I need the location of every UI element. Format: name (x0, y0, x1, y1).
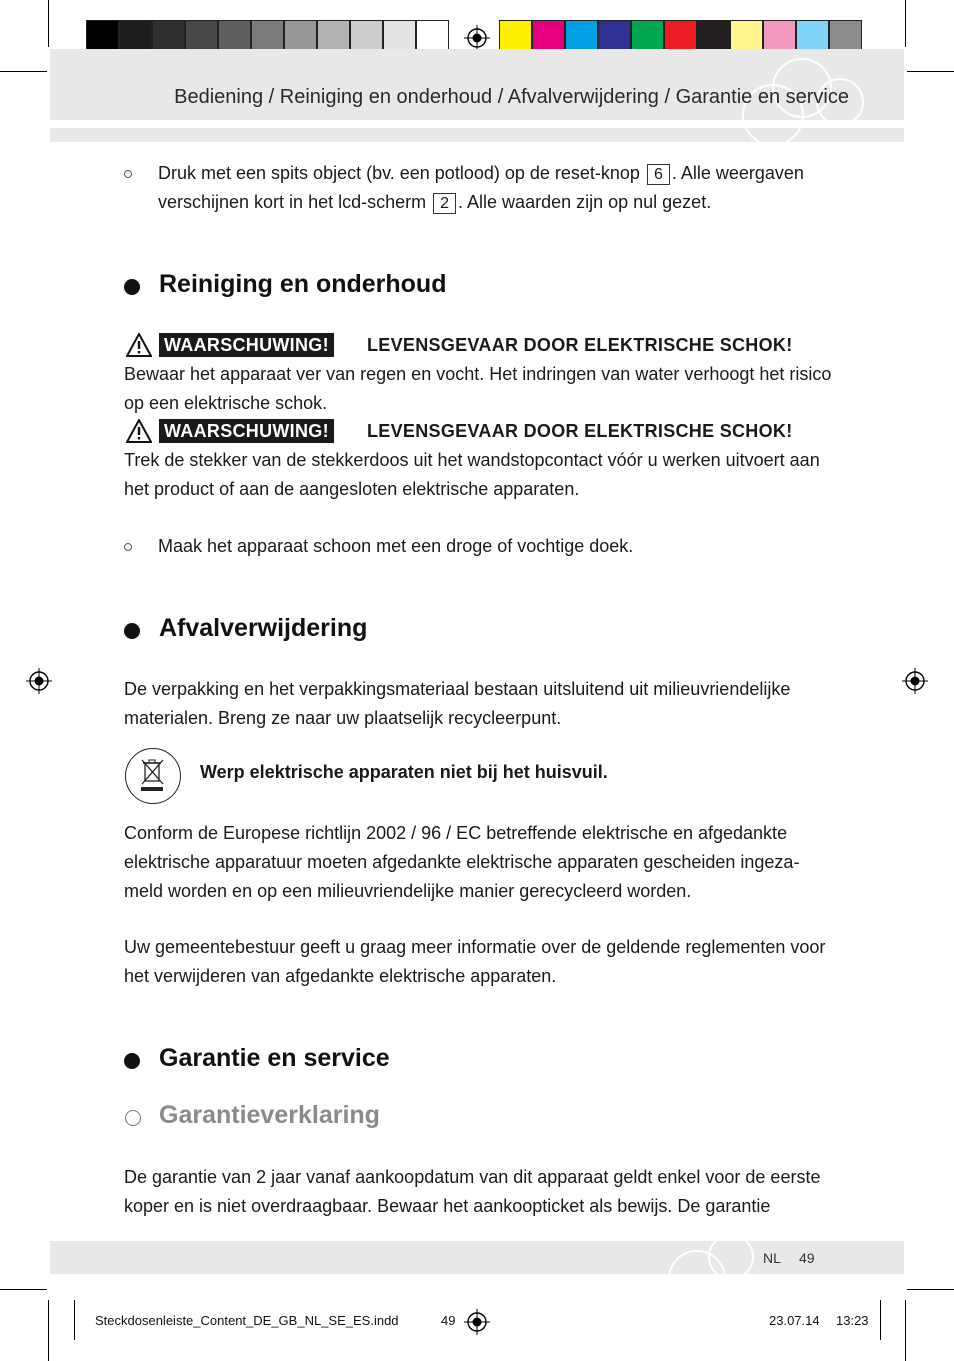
reset-text-after: . Alle waarden zijn op nul gezet. (458, 192, 712, 212)
warning-text: Bewaar het apparaat ver van regen en vocht. Het indringen van water verhoogt het risico op een elektrische schok. (124, 364, 832, 413)
heading-text: Afvalverwijdering (159, 614, 368, 642)
paragraph: Uw gemeentebestuur geeft u graag meer informatie over de geldende reglementen voor het verwijderen van afgedankte elektrische apparaten. (124, 937, 826, 986)
weee-note: Werp elektrische apparaten niet bij het huisvuil. (200, 762, 608, 782)
warning-label: WAARSCHUWING! (159, 333, 334, 357)
warning-label: WAARSCHUWING! (159, 419, 334, 443)
crop-mark (48, 0, 49, 47)
registration-mark-icon (902, 668, 928, 694)
crop-mark (905, 0, 906, 47)
reference-number-box: 6 (647, 164, 670, 185)
bullet-dot-icon (124, 1053, 140, 1069)
heading-text: Reiniging en onderhoud (159, 270, 447, 298)
warning-banner (124, 419, 844, 443)
slug-date: 23.07.14 (769, 1313, 820, 1328)
bullet-dot-icon (124, 279, 140, 295)
list-item (124, 532, 834, 561)
section-heading-cleaning (124, 270, 446, 299)
bullet-dot-icon (124, 623, 140, 639)
crossed-bin-icon (126, 749, 180, 803)
paragraph: De verpakking en het verpakkingsmateriaal bestaan uitsluitend uit milieuvriendelijke materialen. Breng ze naar uw plaatselijk recycleerpunt. (124, 679, 791, 728)
slug-filename: Steckdosenleiste_Content_DE_GB_NL_SE_ES.indd (95, 1313, 399, 1328)
warning-banner (124, 333, 844, 357)
page-number: 49 (799, 1250, 815, 1266)
subsection-heading-warranty-statement (124, 1101, 380, 1130)
warning-message: LEVENSGEVAAR DOOR ELEKTRISCHE SCHOK! (367, 335, 793, 355)
paragraph: Conform de Europese richtlijn 2002 / 96 / EC betreffende elektrische en afgedankte elektrische apparatuur moeten afgedankte elektrische apparaten gescheiden ingeza-meld worden en op een milieuvriendelijke manier gerecycleerd worden. (124, 823, 800, 901)
slug-page: 49 (441, 1313, 456, 1328)
section-heading-disposal (124, 614, 367, 643)
crop-mark (880, 1300, 881, 1340)
warning-triangle-icon (126, 333, 152, 357)
section-heading-warranty (124, 1044, 390, 1073)
crop-mark (74, 1300, 75, 1340)
registration-mark-icon (464, 1309, 490, 1335)
warning-text: Trek de stekker van de stekkerdoos uit het wandstopcontact vóór u werken uitvoert aan het product of aan de aangesloten elektrische apparaten. (124, 450, 820, 499)
list-item (124, 159, 834, 217)
crop-mark (907, 1289, 954, 1290)
warning-triangle-icon (126, 419, 152, 443)
slug-time: 13:23 (836, 1313, 869, 1328)
list-item-text: Maak het apparaat schoon met een droge of vochtige doek. (158, 536, 634, 556)
page-header-title: Bediening / Reiniging en onderhoud / Afvalverwijdering / Garantie en service (174, 86, 849, 108)
reference-number-box: 2 (433, 193, 456, 214)
bullet-ring-icon (124, 543, 132, 551)
bullet-ring-icon (125, 1110, 141, 1126)
crop-mark (905, 1300, 906, 1361)
weee-symbol (125, 748, 181, 804)
paragraph: De garantie van 2 jaar vanaf aankoopdatum van dit apparaat geldt enkel voor de eerste koper en is niet overdraagbaar. Bewaar het aankoopticket als bewijs. De garantie (124, 1167, 821, 1216)
crop-mark (48, 1300, 49, 1361)
heading-text: Garantie en service (159, 1044, 390, 1072)
decorative-circle (708, 1234, 754, 1280)
bullet-ring-icon (124, 170, 132, 178)
crop-mark (0, 1289, 47, 1290)
crop-mark (907, 71, 954, 72)
footer-language: NL (763, 1250, 781, 1266)
crop-mark (0, 71, 47, 72)
reset-text-middle: . Alle weergaven verschijnen kort in het lcd-scherm (158, 163, 804, 212)
registration-mark-icon (464, 25, 490, 51)
heading-text: Garantieverklaring (159, 1101, 380, 1129)
warning-message: LEVENSGEVAAR DOOR ELEKTRISCHE SCHOK! (367, 421, 793, 441)
registration-mark-icon (26, 668, 52, 694)
reset-text-before: Druk met een spits object (bv. een potlood) op de reset-knop (158, 163, 640, 183)
